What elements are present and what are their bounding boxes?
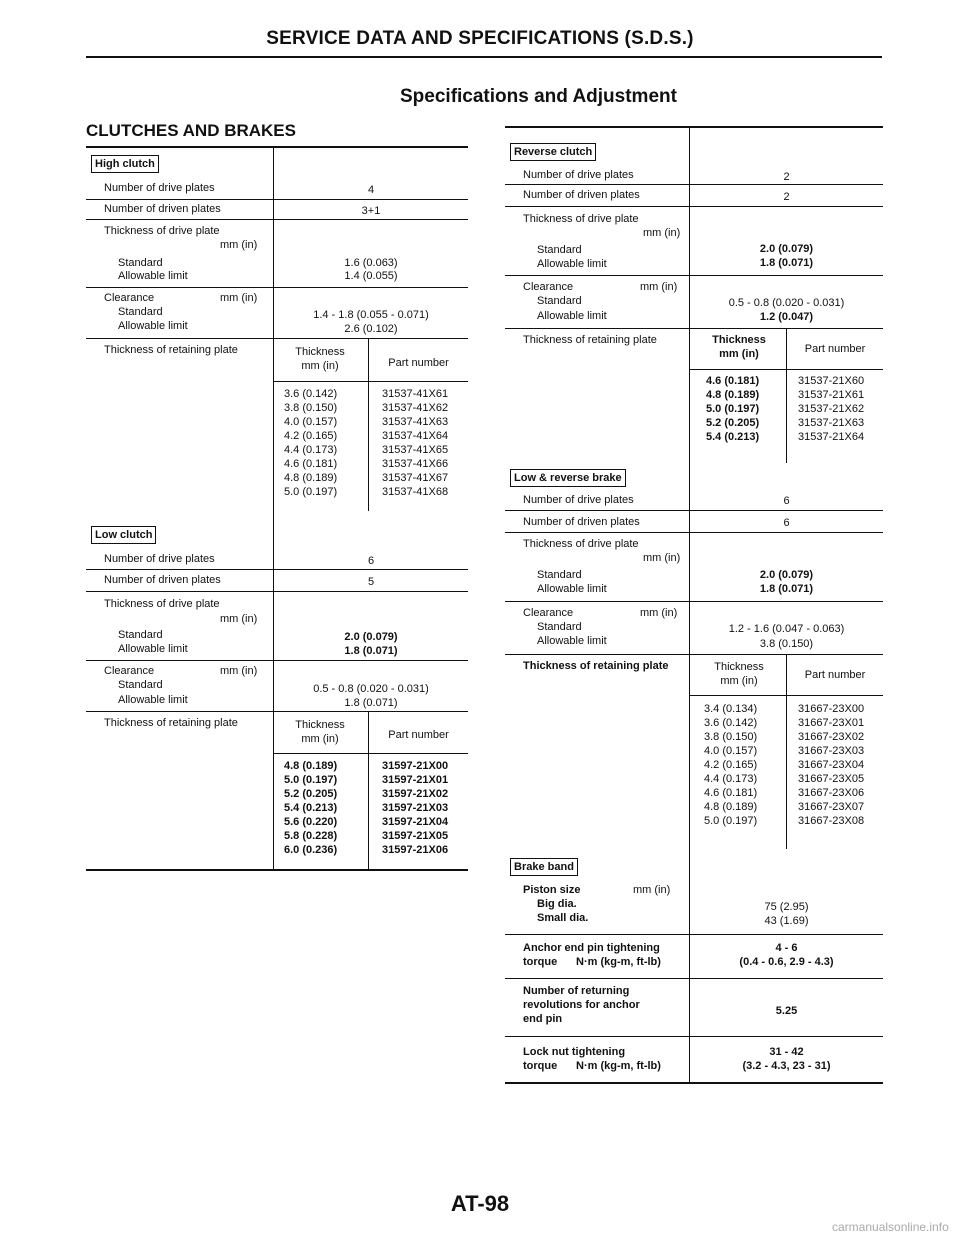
hc-thick-unit: mm (in) [220, 239, 258, 251]
rc-thick-std-value: 2.0 (0.079) [759, 243, 814, 255]
rc-clearance-label: Clearance [523, 281, 574, 293]
bb-rule-3 [505, 1036, 883, 1037]
section-title: CLUTCHES AND BRAKES [86, 121, 296, 140]
lc-thick-4: 5.6 (0.220) [284, 816, 338, 828]
lc-rule-2 [86, 591, 468, 592]
rc-clear-std-label: Standard [537, 295, 582, 307]
bb-anchor-value-2: (0.4 - 0.6, 2.9 - 4.3) [739, 956, 834, 968]
bb-lock-value-2: (3.2 - 4.3, 23 - 31) [742, 1060, 831, 1072]
lc-rule-4 [86, 711, 468, 712]
lrb-part-4: 31667-23X04 [798, 759, 865, 771]
rc-thickness-header [694, 333, 784, 361]
bb-piston-size-label: Piston size [523, 884, 581, 896]
lrb-drive-plates-value: 6 [783, 495, 790, 507]
bb-lock-unit: N·m (kg-m, ft-lb) [576, 1060, 661, 1072]
bb-small-dia-label: Small dia. [537, 912, 589, 924]
lrb-clear-std-label: Standard [537, 621, 582, 633]
hc-part-7: 31537-41X68 [382, 486, 449, 498]
rc-part-4: 31537-21X64 [798, 431, 865, 443]
lrb-rule-3 [505, 601, 883, 602]
rc-rule-3 [505, 275, 883, 276]
bb-returning-label-3: end pin [523, 1013, 563, 1025]
rc-clear-std-value: 0.5 - 0.8 (0.020 - 0.031) [728, 297, 845, 309]
lc-part-5: 31597-21X05 [382, 830, 449, 842]
lrb-thickness-list [704, 702, 757, 828]
rc-thick-std-label: Standard [537, 244, 582, 256]
lc-thick-unit: mm (in) [220, 613, 258, 625]
right-top-rule [505, 126, 883, 128]
rc-thick-2: 5.0 (0.197) [706, 403, 760, 415]
right-bottom-rule [505, 1082, 883, 1084]
rc-thick-limit-value: 1.8 (0.071) [759, 257, 814, 269]
lc-thick-limit-value: 1.8 (0.071) [344, 645, 398, 657]
lrb-thick-std-label: Standard [537, 569, 582, 581]
page-subtitle: Specifications and Adjustment [400, 86, 677, 107]
bb-lock-label-1: Lock nut tightening [523, 1046, 626, 1058]
lc-clearance-unit: mm (in) [220, 665, 258, 677]
hc-clearance-unit: mm (in) [220, 292, 258, 304]
bb-anchor-label-2: torque [523, 956, 558, 968]
hc-thick-6: 4.8 (0.189) [284, 472, 338, 484]
bb-piston-unit: mm (in) [633, 884, 671, 896]
rc-thick-drive-label: Thickness of drive plate [523, 213, 639, 225]
mm-in-header-text: mm (in) [720, 675, 758, 687]
lrb-thick-4: 4.2 (0.165) [704, 759, 758, 771]
hc-part-list [382, 387, 448, 499]
bb-lock-label-2: torque [523, 1060, 558, 1072]
hc-rule-1 [86, 199, 468, 200]
hc-driven-plates-label: Number of driven plates [104, 203, 221, 215]
lrb-rule-2 [505, 532, 883, 533]
rc-thick-1: 4.8 (0.189) [706, 389, 760, 401]
rc-clearance-unit: mm (in) [640, 281, 678, 293]
lc-clear-std-value: 0.5 - 0.8 (0.020 - 0.031) [313, 683, 429, 695]
left-top-rule [86, 146, 468, 148]
hc-clear-limit-label: Allowable limit [118, 320, 188, 332]
lrb-part-1: 31667-23X01 [798, 717, 865, 729]
mm-in-header-text: mm (in) [301, 360, 339, 372]
hc-rule-4 [86, 338, 468, 339]
lrb-sub-divider [786, 655, 787, 849]
hc-clearance-label: Clearance [104, 292, 155, 304]
lrb-thick-limit-label: Allowable limit [537, 583, 607, 595]
hc-sub-rule [274, 381, 468, 382]
hc-part-2: 31537-41X63 [382, 416, 449, 428]
lrb-clearance-label: Clearance [523, 607, 574, 619]
hc-thick-1: 3.8 (0.150) [284, 402, 338, 414]
hc-thick-3: 4.2 (0.165) [284, 430, 338, 442]
lrb-part-2: 31667-23X02 [798, 731, 865, 743]
hc-part-0: 31537-41X61 [382, 388, 449, 400]
lc-driven-plates-value: 5 [367, 576, 375, 588]
lc-thick-limit-label: Allowable limit [118, 643, 188, 655]
lrb-thick-7: 4.8 (0.189) [704, 801, 758, 813]
rc-part-1: 31537-21X61 [798, 389, 865, 401]
hc-rule-3 [86, 287, 468, 288]
rc-drive-plates-label: Number of drive plates [523, 169, 634, 181]
lc-drive-plates-label: Number of drive plates [104, 553, 215, 565]
lc-part-3: 31597-21X03 [382, 802, 449, 814]
hc-part-3: 31537-41X64 [382, 430, 449, 442]
hc-drive-plates-value: 4 [367, 184, 375, 196]
rc-part-list [798, 374, 864, 444]
lrb-drive-plates-label: Number of drive plates [523, 494, 634, 506]
right-column-divider [689, 128, 690, 1083]
lrb-driven-plates-label: Number of driven plates [523, 516, 640, 528]
bb-rule-1 [505, 934, 883, 935]
bb-lock-value-1: 31 - 42 [769, 1046, 804, 1058]
lrb-thick-1: 3.6 (0.142) [704, 717, 758, 729]
hc-retaining-label: Thickness of retaining plate [104, 344, 238, 356]
lc-thickness-header [276, 718, 364, 746]
lc-rule-1 [86, 569, 468, 570]
lc-thick-0: 4.8 (0.189) [284, 760, 338, 772]
bb-big-dia-label: Big dia. [537, 898, 577, 910]
bb-returning-value: 5.25 [775, 1005, 798, 1017]
high-clutch-label: High clutch [91, 155, 159, 173]
lrb-rule-1 [505, 510, 883, 511]
lrb-part-8: 31667-23X08 [798, 815, 865, 827]
hc-thick-2: 4.0 (0.157) [284, 416, 338, 428]
lrb-part-number-header: Part number [804, 669, 866, 681]
bb-big-dia-value: 75 (2.95) [764, 901, 809, 913]
lrb-thick-2: 3.8 (0.150) [704, 731, 758, 743]
lc-clearance-label: Clearance [104, 665, 155, 677]
hc-part-1: 31537-41X62 [382, 402, 449, 414]
lc-thick-6: 6.0 (0.236) [284, 844, 338, 856]
rc-thick-0: 4.6 (0.181) [706, 375, 760, 387]
thickness-header-text: Thickness [712, 334, 766, 346]
lrb-sub-rule [690, 695, 883, 696]
hc-clear-limit-value: 2.6 (0.102) [344, 323, 398, 335]
hc-thick-limit-label: Allowable limit [118, 270, 188, 282]
hc-thick-limit-value: 1.4 (0.055) [344, 270, 398, 282]
rc-part-2: 31537-21X62 [798, 403, 865, 415]
lrb-thick-limit-value: 1.8 (0.071) [759, 583, 814, 595]
hc-thick-0: 3.6 (0.142) [284, 388, 338, 400]
rc-clear-limit-value: 1.2 (0.047) [759, 311, 814, 323]
rc-rule-4 [505, 328, 883, 329]
lc-thickness-list [284, 759, 337, 857]
watermark-text: carmanualsonline.info [832, 1220, 949, 1234]
page-header: SERVICE DATA AND SPECIFICATIONS (S.D.S.) [266, 28, 694, 49]
hc-part-5: 31537-41X66 [382, 458, 449, 470]
thickness-header-text: Thickness [295, 719, 345, 731]
lrb-thick-drive-label: Thickness of drive plate [523, 538, 639, 550]
thickness-header-text: Thickness [295, 346, 345, 358]
bb-returning-label-1: Number of returning [523, 985, 630, 997]
lrb-thick-std-value: 2.0 (0.079) [759, 569, 814, 581]
hc-thick-7: 5.0 (0.197) [284, 486, 338, 498]
lc-thick-2: 5.2 (0.205) [284, 788, 338, 800]
lrb-part-list [798, 702, 864, 828]
rc-part-3: 31537-21X63 [798, 417, 865, 429]
rc-thick-4: 5.4 (0.213) [706, 431, 760, 443]
page-number: AT-98 [450, 1191, 510, 1216]
hc-rule-2 [86, 219, 468, 220]
lc-part-0: 31597-21X00 [382, 760, 449, 772]
bb-small-dia-value: 43 (1.69) [764, 915, 809, 927]
lc-clear-limit-value: 1.8 (0.071) [344, 697, 398, 709]
hc-part-4: 31537-41X65 [382, 444, 449, 456]
lrb-part-7: 31667-23X07 [798, 801, 865, 813]
lc-drive-plates-value: 6 [367, 555, 375, 567]
hc-part-number-header: Part number [388, 357, 449, 369]
hc-thick-std-value: 1.6 (0.063) [344, 257, 398, 269]
lrb-part-0: 31667-23X00 [798, 703, 865, 715]
mm-in-header-text: mm (in) [719, 348, 759, 360]
lrb-thick-5: 4.4 (0.173) [704, 773, 758, 785]
lrb-retaining-label: Thickness of retaining plate [523, 660, 669, 672]
lc-part-number-header: Part number [388, 729, 449, 741]
rc-drive-plates-value: 2 [783, 171, 790, 183]
lc-clear-limit-label: Allowable limit [118, 694, 188, 706]
lrb-part-6: 31667-23X06 [798, 787, 865, 799]
lc-clear-std-label: Standard [118, 679, 163, 691]
rc-driven-plates-value: 2 [783, 191, 790, 203]
bb-anchor-label-1: Anchor end pin tightening [523, 942, 660, 954]
hc-thick-std-label: Standard [118, 257, 163, 269]
rc-rule-1 [505, 184, 883, 185]
lrb-driven-plates-value: 6 [783, 517, 790, 529]
bb-rule-2 [505, 978, 883, 979]
lc-sub-rule [274, 753, 468, 754]
lrb-thick-3: 4.0 (0.157) [704, 745, 758, 757]
lc-thick-1: 5.0 (0.197) [284, 774, 338, 786]
reverse-clutch-label: Reverse clutch [510, 143, 596, 161]
lc-rule-3 [86, 660, 468, 661]
hc-clear-std-value: 1.4 - 1.8 (0.055 - 0.071) [313, 309, 429, 321]
rc-retaining-label: Thickness of retaining plate [523, 334, 657, 346]
lc-part-list [382, 759, 448, 857]
lc-thick-drive-label: Thickness of drive plate [104, 598, 220, 610]
rc-part-number-header: Part number [804, 343, 866, 355]
lrb-part-3: 31667-23X03 [798, 745, 865, 757]
rc-rule-2 [505, 206, 883, 207]
lrb-clear-std-value: 1.2 - 1.6 (0.047 - 0.063) [728, 623, 845, 635]
rc-sub-rule [690, 369, 883, 370]
lc-retaining-label: Thickness of retaining plate [104, 717, 238, 729]
mm-in-header-text: mm (in) [301, 733, 339, 745]
thickness-header-text: Thickness [714, 661, 764, 673]
low-reverse-brake-label: Low & reverse brake [510, 469, 626, 487]
lrb-part-5: 31667-23X05 [798, 773, 865, 785]
lrb-clearance-unit: mm (in) [640, 607, 678, 619]
lc-thick-std-value: 2.0 (0.079) [344, 631, 398, 643]
lrb-thick-8: 5.0 (0.197) [704, 815, 758, 827]
rc-thick-limit-label: Allowable limit [537, 258, 607, 270]
hc-thick-5: 4.6 (0.181) [284, 458, 338, 470]
rc-driven-plates-label: Number of driven plates [523, 189, 640, 201]
lrb-thick-6: 4.6 (0.181) [704, 787, 758, 799]
hc-thick-4: 4.4 (0.173) [284, 444, 338, 456]
lc-part-6: 31597-21X06 [382, 844, 449, 856]
lrb-clear-limit-value: 3.8 (0.150) [759, 638, 814, 650]
lc-thick-3: 5.4 (0.213) [284, 802, 338, 814]
hc-thickness-list [284, 387, 337, 499]
lc-part-4: 31597-21X04 [382, 816, 449, 828]
lc-thick-5: 5.8 (0.228) [284, 830, 338, 842]
low-clutch-label: Low clutch [91, 526, 156, 544]
hc-driven-plates-value: 3+1 [361, 205, 381, 217]
brake-band-label: Brake band [510, 858, 578, 876]
bb-returning-label-2: revolutions for anchor [523, 999, 640, 1011]
lc-thick-std-label: Standard [118, 629, 163, 641]
lrb-clear-limit-label: Allowable limit [537, 635, 607, 647]
rc-thick-3: 5.2 (0.205) [706, 417, 760, 429]
bb-anchor-unit: N·m (kg-m, ft-lb) [576, 956, 661, 968]
header-rule [86, 56, 882, 58]
lc-part-2: 31597-21X02 [382, 788, 449, 800]
rc-part-0: 31537-21X60 [798, 375, 865, 387]
rc-thickness-list [706, 374, 759, 444]
lrb-rule-4 [505, 654, 883, 655]
rc-clear-limit-label: Allowable limit [537, 310, 607, 322]
lrb-thickness-header [694, 660, 784, 688]
hc-part-6: 31537-41X67 [382, 472, 449, 484]
lc-driven-plates-label: Number of driven plates [104, 574, 221, 586]
left-bottom-rule [86, 869, 468, 871]
rc-thick-unit: mm (in) [643, 227, 681, 239]
lrb-thick-unit: mm (in) [643, 552, 681, 564]
hc-thickness-header [276, 345, 364, 373]
bb-anchor-value-1: 4 - 6 [775, 942, 798, 954]
lrb-thick-0: 3.4 (0.134) [704, 703, 758, 715]
hc-thick-drive-label: Thickness of drive plate [104, 225, 220, 237]
hc-clear-std-label: Standard [118, 306, 163, 318]
lc-part-1: 31597-21X01 [382, 774, 449, 786]
hc-drive-plates-label: Number of drive plates [104, 182, 215, 194]
